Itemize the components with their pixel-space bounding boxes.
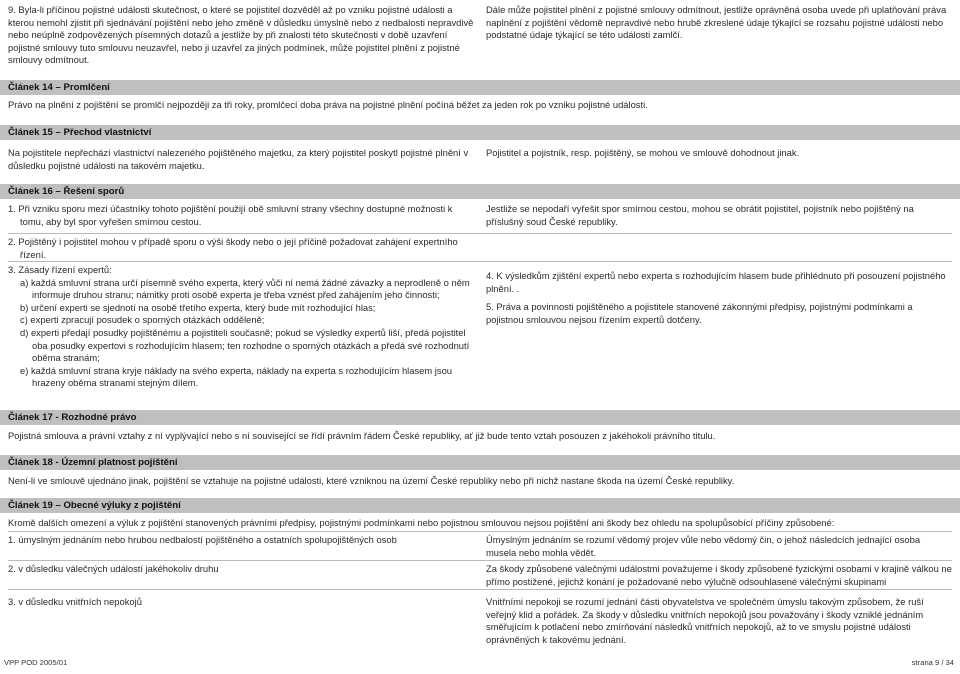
- footer-page-number: strana 9 / 34: [911, 658, 954, 667]
- article-16-point-3a: a) každá smluvní strana určí písemně svého experta, který vůči ní nemá žádné závazky a neprodleně o něm informuje druhou stranu; námitky proti osobě experta je třeba vznést před zahájením jeho činnosti;: [20, 276, 470, 301]
- article-16-heading: Článek 16 – Řešení sporů: [0, 184, 960, 199]
- article-14-heading: Článek 14 – Promlčení: [0, 80, 960, 95]
- article-18-text: Není-li ve smlouvě ujednáno jinak, pojištění se vztahuje na pojistné události, které vzniknou na území České republiky nebo při nichž nastane škoda na území České republiky.: [8, 475, 735, 486]
- article-16-point-5: 5. Práva a povinnosti pojištěného a pojistitele stanovené zákonnými předpisy, pojistnými podmínkami a pojistnou smlouvou nejsou řízením expertů dotčeny.: [486, 301, 913, 325]
- article-19-exclusion-2: 2. v důsledku válečných událostí jakéhokoliv druhu: [8, 563, 219, 574]
- article-19-exclusion-2-note: Za škody způsobené válečnými událostmi považujeme i škody způsobené fyzickými osobami v krajině válkou ne přímo postižené, jejichž konání je požadované nebo výlučně odsouhlasené válečnými skupinami: [486, 563, 952, 587]
- article-15-left: Na pojistitele nepřechází vlastnictví nalezeného pojištěného majetku, za který pojistitel poskytl pojistné plnění v důsledku pojistné události na takovém majetku.: [8, 147, 469, 171]
- article-16-point-3-title: 3. Zásady řízení expertů:: [8, 264, 112, 275]
- article-16-point-2: 2. Pojištěný i pojistitel mohou v případě sporu o výši škody nebo o její příčině požadovat zahájení expertního řízení.: [8, 236, 458, 260]
- top-right-paragraph: Dále může pojistitel plnění z pojistné smlouvy odmítnout, jestliže oprávněná osoba uvede při uplatňování práva naplnění z pojištění vědomě nepravdivé nebo hrubě zkreslené údaje týkající se rozsahu pojistné události nebo podstatné údaje týkající se této události zamlčí.: [486, 4, 947, 41]
- article-17-heading: Článek 17 - Rozhodné právo: [0, 410, 960, 425]
- article-16-point-1: 1. Při vzniku sporu mezi účastníky tohoto pojištění použijí obě smluvní strany všechny dostupné možnosti k tomu, aby byl spor vyřešen smírnou cestou.: [8, 203, 453, 227]
- article-17-text: Pojistná smlouva a právní vztahy z ní vyplývající nebo s ní související se řídí právním řádem České republiky, ať již bude tento vztah posouzen z jakéhokoli právního titulu.: [8, 430, 716, 441]
- article-14-text: Právo na plnění z pojištění se promlčí nejpozději za tři roky, promlčecí doba práva na pojistné plnění počíná běžet za jeden rok po vzniku pojistné události.: [8, 99, 648, 110]
- article-16-point-3c: c) experti zpracují posudek o sporných otázkách odděleně;: [20, 314, 265, 326]
- article-15-right: Pojistitel a pojistník, resp. pojištěný, se mohou ve smlouvě dohodnout jinak.: [486, 147, 800, 158]
- article-18-heading: Článek 18 - Územní platnost pojištění: [0, 455, 960, 470]
- article-16-point-3d: d) experti předají posudky pojištěnému a pojistiteli současně; pokud se výsledky expertů liší, předá pojistitel oba posudky expertovi s rozhodujícím hlasem; ten rozhodne o sporných otázkách a předá své rozhodnutí oběma stranám;: [20, 326, 470, 364]
- article-16-point-4: 4. K výsledkům zjištění expertů nebo experta s rozhodujícím hlasem bude přihlédnuto při posouzení pojistného plnění. .: [486, 270, 946, 294]
- article-19-heading: Článek 19 – Obecné výluky z pojištění: [0, 498, 960, 513]
- article-15-heading: Článek 15 – Přechod vlastnictví: [0, 125, 960, 140]
- article-19-intro: Kromě dalších omezení a výluk z pojištění stanovených právními předpisy, pojistnými podmínkami nebo pojistnou smlouvou nejsou pojištění ani škody bez ohledu na spolupůsobící příčiny způsobené:: [8, 517, 952, 532]
- article-19-exclusion-1: 1. úmyslným jednáním nebo hrubou nedbalostí pojištěného a ostatních spolupojištěných osob: [8, 534, 397, 545]
- article-19-exclusion-1-note: Úmyslným jednáním se rozumí vědomý projev vůle nebo vědomý čin, o jehož následcích jednající osoba musela nebo mohla vědět.: [486, 534, 921, 558]
- top-left-paragraph: 9. Byla-li příčinou pojistné události skutečnost, o které se pojistitel dozvěděl až po vzniku pojistné události a kterou nemohl zjistit při sjednávání pojištění nebo jeho změně v důsledku úmyslně nebo z nedbalosti nepravdivě nebo neúplně zodpovězených písemných dotazů a jestliže by při znalosti této skutečnosti v době uzavření pojistné smlouvy tuto smlouvu neuzavřel, nebo ji uzavřel za jiných podmínek, může pojistitel plnění z pojistné smlouvy odmítnout.: [8, 4, 474, 66]
- article-19-exclusion-3-note: Vnitřními nepokoji se rozumí jednání části obyvatelstva ve společném úmyslu takovým způsobem, že ruší veřejný klid a pořádek. Za škody v důsledku vnitřních nepokojů jsou považovány i škody vzniklé jednáním směřujícím k potlačení nebo zmírňování následků vnitřních nepokojů, až to ve smyslu pojistné události oprávněných k takovému jednání.: [486, 596, 924, 645]
- article-16-point-3b: b) určení experti se sjednotí na osobě třetího experta, který bude mít rozhodující hlas;: [20, 301, 376, 313]
- article-16-point-1-note: Jestliže se nepodaří vyřešit spor smírnou cestou, mohou se obrátit pojistitel, pojistník nebo pojištěný na příslušný soud České republiky.: [486, 203, 914, 227]
- article-19-exclusion-3: 3. v důsledku vnitřních nepokojů: [8, 596, 142, 607]
- article-16-point-3: [8, 264, 486, 390]
- article-16-point-3e: e) každá smluvní strana kryje náklady na svého experta, náklady na experta s rozhodujícím hlasem jsou hrazeny oběma stranami stejným dílem.: [20, 364, 452, 389]
- footer-document-code: VPP POD 2005/01: [4, 658, 68, 667]
- article-16-right-points: [486, 264, 952, 390]
